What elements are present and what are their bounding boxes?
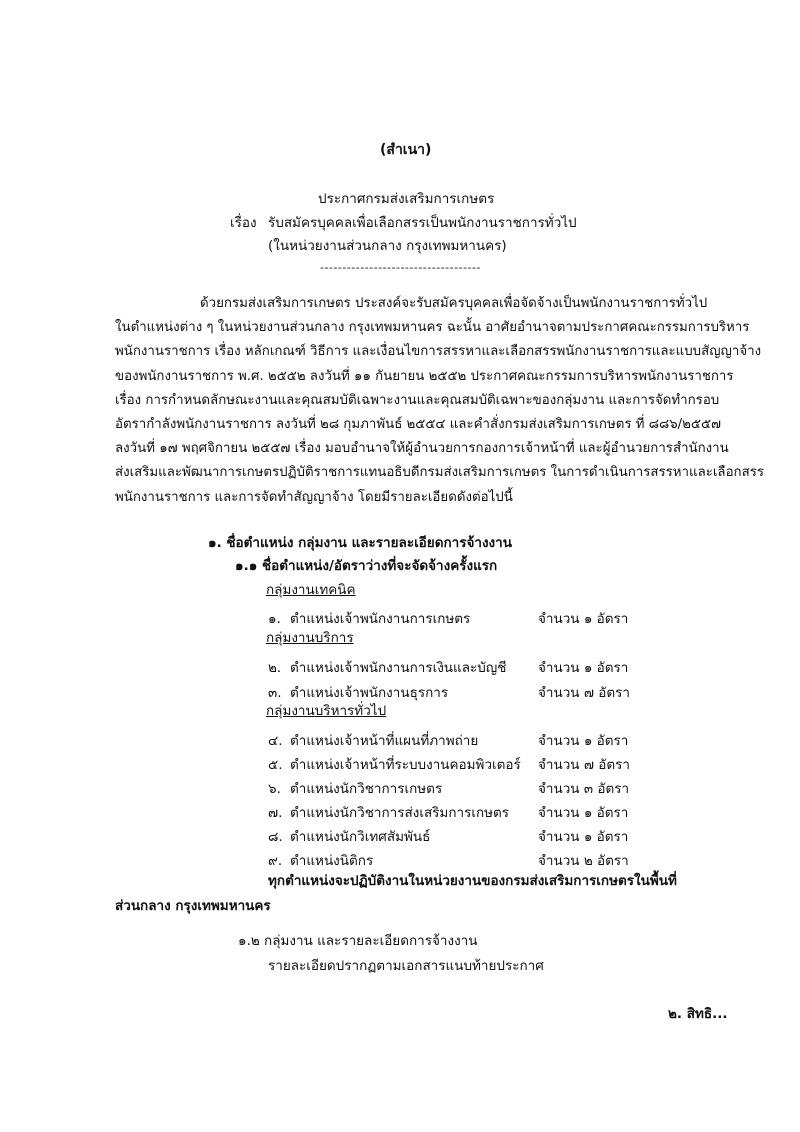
position-number: ๗. — [268, 805, 283, 821]
position-title: ตำแหน่งเจ้าหน้าที่ระบบงานคอมพิวเตอร์ — [290, 757, 521, 773]
subject-line-2: (ในหน่วยงานส่วนกลาง กรุงเทพมหานคร) — [268, 238, 507, 254]
group-service: กลุ่มงานบริการ — [266, 630, 354, 646]
position-row — [268, 607, 688, 627]
position-count: จำนวน ๑ อัตรา — [538, 611, 629, 627]
intro-line: ลงวันที่ ๑๗ พฤศจิกายน ๒๕๕๗ เรื่อง มอบอำนาจให้ผู้อำนวยการกองการเจ้าหน้าที่ และผู้อำนวยการสำนักงาน — [115, 441, 729, 457]
intro-line: ของพนักงานราชการ พ.ศ. ๒๕๕๒ ลงวันที่ ๑๑ กันยายน ๒๕๕๒ ประกาศคณะกรรมการบริหารพนักงานราชการ — [115, 368, 734, 384]
position-row — [268, 777, 688, 797]
group-technical: กลุ่มงานเทคนิค — [266, 582, 356, 598]
position-row — [268, 801, 688, 821]
position-row — [268, 656, 688, 676]
position-title: ตำแหน่งเจ้าพนักงานการเงินและบัญชี — [290, 660, 507, 676]
section-1-2-heading: ๑.๒ กลุ่มงาน และรายละเอียดการจ้างงาน — [238, 933, 478, 949]
position-title: ตำแหน่งเจ้าพนักงานธุรการ — [290, 685, 449, 701]
intro-line: ในตำแหน่งต่าง ๆ ในหน่วยงานส่วนกลาง กรุงเทพมหานคร ฉะนั้น อาศัยอำนาจตามประกาศคณะกรรมการบริหาร — [115, 320, 750, 336]
position-title: ตำแหน่งนักวิเทศสัมพันธ์ — [290, 829, 431, 845]
copy-mark: (สำเนา) — [380, 142, 432, 158]
header-divider: ------------------------------------ — [320, 261, 481, 274]
position-count: จำนวน ๑ อัตรา — [538, 660, 629, 676]
position-count: จำนวน ๒ อัตรา — [538, 853, 629, 869]
position-count: จำนวน ๗ อัตรา — [538, 685, 630, 701]
position-row — [268, 753, 688, 773]
intro-line: พนักงานราชการ และการจัดทำสัญญาจ้าง โดยมีรายละเอียดดังต่อไปนี้ — [115, 489, 513, 505]
position-row — [268, 825, 688, 845]
location-note-line-1: ทุกตำแหน่งจะปฏิบัติงานในหน่วยงานของกรมส่งเสริมการเกษตรในพื้นที่ — [268, 873, 677, 889]
position-title: ตำแหน่งนักวิชาการส่งเสริมการเกษตร — [290, 805, 510, 821]
position-title: ตำแหน่งเจ้าพนักงานการเกษตร — [290, 611, 471, 627]
section-1-1-heading: ๑.๑ ชื่อตำแหน่ง/อัตราว่างที่จะจัดจ้างครั้งแรก — [235, 558, 498, 574]
position-count: จำนวน ๓ อัตรา — [538, 781, 630, 797]
position-number: ๒. — [268, 660, 282, 676]
location-note-line-2: ส่วนกลาง กรุงเทพมหานคร — [115, 898, 271, 914]
position-number: ๙. — [268, 853, 283, 869]
intro-line: ส่งเสริมและพัฒนาการเกษตรปฏิบัติราชการแทนอธิบดีกรมส่งเสริมการเกษตร ในการดำเนินการสรรหาและเลือกสรร — [115, 465, 765, 481]
intro-line: พนักงานราชการ เรื่อง หลักเกณฑ์ วิธีการ และเงื่อนไขการสรรหาและเลือกสรรพนักงานราชการและแบบสัญญาจ้าง — [115, 344, 762, 360]
position-number: ๔. — [268, 733, 283, 749]
position-title: ตำแหน่งนักวิชาการเกษตร — [290, 781, 443, 797]
position-count: จำนวน ๑ อัตรา — [538, 805, 629, 821]
subject-line-1: รับสมัครบุคคลเพื่อเลือกสรรเป็นพนักงานราชการทั่วไป — [268, 215, 577, 231]
intro-line: ด้วยกรมส่งเสริมการเกษตร ประสงค์จะรับสมัครบุคคลเพื่อจัดจ้างเป็นพนักงานราชการทั่วไป — [200, 296, 708, 311]
section-1-2-text: รายละเอียดปรากฏตามเอกสารแนบท้ายประกาศ — [268, 958, 544, 974]
position-number: ๖. — [268, 781, 281, 797]
position-number: ๑. — [268, 611, 281, 627]
position-number: ๓. — [268, 685, 282, 701]
position-title: ตำแหน่งนิติกร — [290, 853, 374, 869]
announcement-title: ประกาศกรมส่งเสริมการเกษตร — [318, 191, 495, 207]
position-number: ๕. — [268, 757, 283, 773]
position-row — [268, 729, 688, 749]
intro-line: เรื่อง การกำหนดลักษณะงานและคุณสมบัติเฉพาะงานและคุณสมบัติเฉพาะของกลุ่มงาน และการจัดทำกรอบ — [115, 392, 720, 408]
intro-line: อัตรากำลังพนักงานราชการ ลงวันที่ ๒๘ กุมภาพันธ์ ๒๕๕๔ และคำสั่งกรมส่งเสริมการเกษตร ที่ ๘๘๖/๒๕๕๗ — [115, 416, 722, 432]
next-page-marker: ๒. สิทธิ... — [668, 1006, 728, 1022]
subject-label: เรื่อง — [230, 215, 257, 231]
position-row — [268, 681, 688, 701]
intro-paragraph — [115, 292, 765, 510]
position-count: จำนวน ๑ อัตรา — [538, 733, 629, 749]
position-row — [268, 849, 688, 869]
position-count: จำนวน ๑ อัตรา — [538, 829, 629, 845]
position-number: ๘. — [268, 829, 283, 845]
section-1-heading: ๑. ชื่อตำแหน่ง กลุ่มงาน และรายละเอียดการจ้างงาน — [208, 535, 512, 551]
position-title: ตำแหน่งเจ้าหน้าที่แผนที่ภาพถ่าย — [290, 733, 479, 749]
position-count: จำนวน ๗ อัตรา — [538, 757, 630, 773]
group-general-admin: กลุ่มงานบริหารทั่วไป — [266, 703, 387, 719]
